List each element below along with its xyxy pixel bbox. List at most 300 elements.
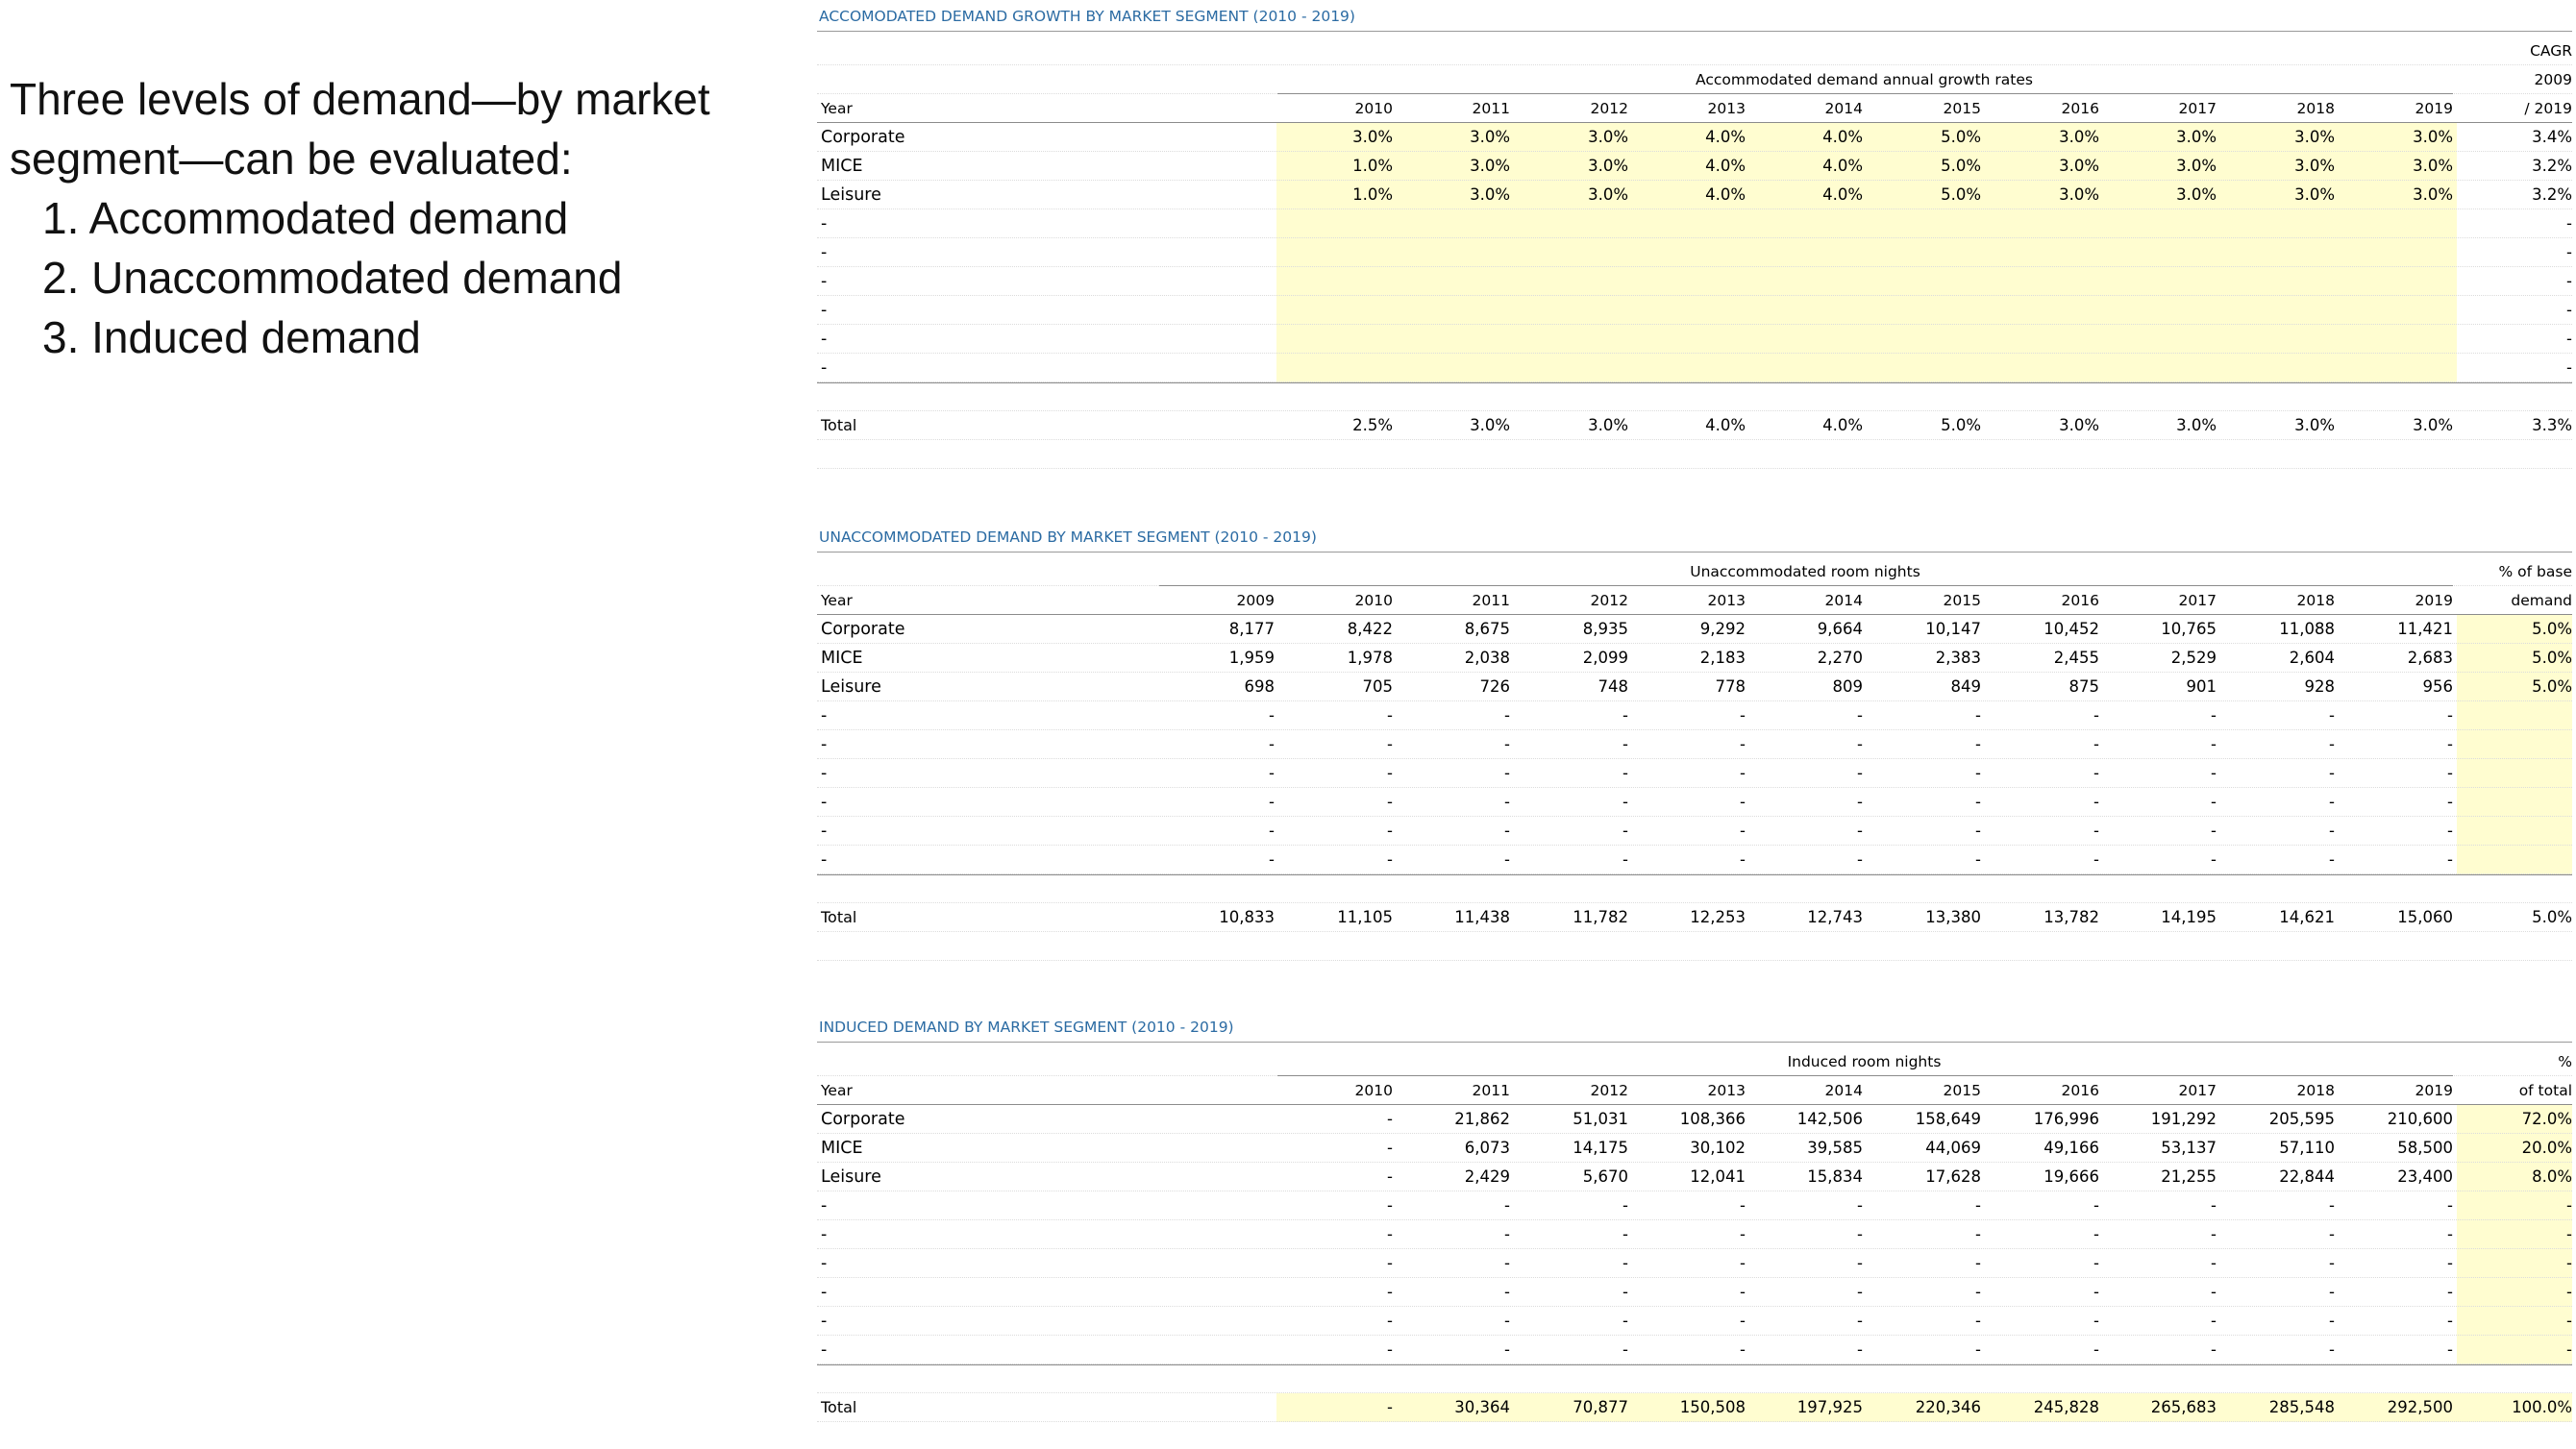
table-cell: 14,175 xyxy=(1573,1139,1628,1157)
table-cell: - xyxy=(2211,1340,2217,1359)
year-column-header: 2018 xyxy=(2296,1082,2335,1099)
table-cell: - xyxy=(1269,764,1275,782)
group-header-label: Unaccommodated room nights xyxy=(1690,563,1920,580)
table-cell: 11,421 xyxy=(2397,620,2453,638)
table-cell: 2,270 xyxy=(1817,649,1863,667)
table-cell: - xyxy=(1740,735,1746,753)
table-bottom-rule xyxy=(817,382,2572,383)
year-label: Year xyxy=(821,100,853,117)
table-cell: 3.0% xyxy=(2413,185,2453,204)
table-cell: 3.0% xyxy=(1470,157,1510,175)
table-cell: - xyxy=(1975,735,1981,753)
table-cell: - xyxy=(1504,735,1510,753)
extra-column-header: of total xyxy=(2518,1082,2572,1099)
row-label: MICE xyxy=(821,649,863,668)
table-cell: - xyxy=(1269,822,1275,840)
table-cell: 875 xyxy=(2068,677,2099,696)
total-label: Total xyxy=(821,908,857,926)
table-cell: - xyxy=(2093,1254,2099,1272)
table-cell: 58,500 xyxy=(2397,1139,2453,1157)
table-cell: - xyxy=(1975,822,1981,840)
extra-column-cell: - xyxy=(2566,1340,2572,1359)
row-label: MICE xyxy=(821,1139,863,1158)
year-column-header: 2011 xyxy=(1472,1082,1510,1099)
table-cell: - xyxy=(1740,1254,1746,1272)
extra-column-cell: 3.4% xyxy=(2532,128,2572,146)
total-cell: 13,380 xyxy=(1925,908,1981,926)
grid-line xyxy=(817,960,2572,961)
extra-column-cell: - xyxy=(2566,1254,2572,1272)
table-cell: - xyxy=(2447,1196,2453,1215)
table-cell: - xyxy=(2447,1254,2453,1272)
total-cell: 15,060 xyxy=(2397,908,2453,926)
table-cell: 5.0% xyxy=(1941,185,1981,204)
table-cell: 3.0% xyxy=(1470,128,1510,146)
extra-column-cell: 5.0% xyxy=(2532,649,2572,667)
table-cell: 726 xyxy=(1479,677,1510,696)
table-cell: 2,529 xyxy=(2170,649,2217,667)
table-cell: - xyxy=(1975,850,1981,869)
row-label: - xyxy=(821,735,828,754)
table-cell: 4.0% xyxy=(1705,128,1746,146)
year-column-header: 2009 xyxy=(1236,592,1275,609)
table-cell: - xyxy=(2093,735,2099,753)
table-cell: - xyxy=(1269,735,1275,753)
table-cell: - xyxy=(2329,793,2335,811)
section-title: ACCOMODATED DEMAND GROWTH BY MARKET SEGMENT (2010 - 2019) xyxy=(819,8,1355,25)
extra-column-cell: - xyxy=(2566,1283,2572,1301)
row-label: - xyxy=(821,272,828,291)
table-cell: - xyxy=(2093,822,2099,840)
table-cell: - xyxy=(1857,793,1863,811)
year-column-header: 2019 xyxy=(2415,592,2453,609)
extra-column-cell: 72.0% xyxy=(2521,1110,2572,1128)
table-cell: 928 xyxy=(2304,677,2335,696)
table-cell: 8,675 xyxy=(1464,620,1510,638)
table-cell: - xyxy=(1387,706,1393,724)
table-cell: 4.0% xyxy=(1822,157,1863,175)
extra-column-cell: - xyxy=(2566,243,2572,261)
table-cell: - xyxy=(1504,1340,1510,1359)
table-cell: - xyxy=(1504,822,1510,840)
grid-line xyxy=(817,353,2572,354)
row-label: - xyxy=(821,764,828,783)
total-cell: 12,253 xyxy=(1690,908,1746,926)
extra-column-header: demand xyxy=(2511,592,2572,609)
year-column-header: 2016 xyxy=(2061,1082,2099,1099)
total-cell: 3.0% xyxy=(2176,416,2217,434)
table-cell: 3.0% xyxy=(2413,128,2453,146)
row-label: - xyxy=(821,1283,828,1302)
table-cell: 8,422 xyxy=(1347,620,1393,638)
table-cell: - xyxy=(2211,850,2217,869)
year-column-header: 2013 xyxy=(1707,592,1746,609)
row-label: - xyxy=(821,1312,828,1331)
total-label: Total xyxy=(821,1398,857,1416)
intro-text xyxy=(10,69,779,367)
table-cell: - xyxy=(2447,822,2453,840)
table-cell: - xyxy=(1740,1340,1746,1359)
table-cell: - xyxy=(1622,1312,1628,1330)
table-cell: 39,585 xyxy=(1807,1139,1863,1157)
extra-column-cell: - xyxy=(2566,214,2572,233)
section-rule xyxy=(817,552,2572,553)
extra-column-header: / 2019 xyxy=(2524,100,2572,117)
total-cell: 30,364 xyxy=(1454,1398,1510,1416)
table-cell: 5.0% xyxy=(1941,157,1981,175)
year-column-header: 2018 xyxy=(2296,592,2335,609)
total-cell: 4.0% xyxy=(1705,416,1746,434)
row-label: - xyxy=(821,793,828,812)
section-title: UNACCOMMODATED DEMAND BY MARKET SEGMENT (2010 - 2019) xyxy=(819,528,1317,546)
demand-level-item: 1. Accommodated demand xyxy=(42,193,569,243)
table-cell: - xyxy=(2329,850,2335,869)
table-cell: - xyxy=(1622,1283,1628,1301)
table-cell: - xyxy=(1622,850,1628,869)
table-cell: 705 xyxy=(1362,677,1393,696)
table-cell: 9,292 xyxy=(1699,620,1746,638)
grid-line xyxy=(817,1421,2572,1422)
table-cell: 3.0% xyxy=(2059,128,2099,146)
section-title: INDUCED DEMAND BY MARKET SEGMENT (2010 - 2019) xyxy=(819,1019,1234,1036)
table-cell: - xyxy=(1857,706,1863,724)
table-cell: - xyxy=(2329,1340,2335,1359)
total-cell: 3.0% xyxy=(2413,416,2453,434)
table-cell: 698 xyxy=(1244,677,1275,696)
table-cell: - xyxy=(2329,1196,2335,1215)
row-label: Corporate xyxy=(821,620,905,639)
table-cell: - xyxy=(1622,822,1628,840)
table-cell: 10,452 xyxy=(2043,620,2099,638)
table-cell: - xyxy=(2447,1283,2453,1301)
table-cell: - xyxy=(1387,1283,1393,1301)
year-column-header: 2012 xyxy=(1590,1082,1628,1099)
extra-column-cell: - xyxy=(2566,330,2572,348)
table-cell: - xyxy=(1857,1254,1863,1272)
table-cell: - xyxy=(1387,1340,1393,1359)
table-cell: - xyxy=(1975,1225,1981,1243)
table-cell: - xyxy=(2447,793,2453,811)
year-column-header: 2019 xyxy=(2415,100,2453,117)
table-cell: 22,844 xyxy=(2279,1167,2335,1186)
table-cell: 4.0% xyxy=(1705,185,1746,204)
demand-level-item: 2. Unaccommodated demand xyxy=(42,253,623,303)
table-cell: 3.0% xyxy=(2294,185,2335,204)
table-cell: 1.0% xyxy=(1352,185,1393,204)
grid-line xyxy=(817,439,2572,440)
table-cell: - xyxy=(2447,764,2453,782)
total-extra-cell: 5.0% xyxy=(2532,908,2572,926)
table-cell: 2,383 xyxy=(1935,649,1981,667)
table-cell: - xyxy=(1622,706,1628,724)
section-rule xyxy=(817,31,2572,32)
table-cell: 1,978 xyxy=(1347,649,1393,667)
table-cell: 176,996 xyxy=(2033,1110,2099,1128)
table-bottom-rule xyxy=(817,1364,2572,1365)
table-cell: 5,670 xyxy=(1582,1167,1628,1186)
table-cell: - xyxy=(1504,706,1510,724)
table-cell: - xyxy=(2329,1254,2335,1272)
demand-level-item: 3. Induced demand xyxy=(42,312,421,362)
year-column-header: 2011 xyxy=(1472,592,1510,609)
table-cell: 8,935 xyxy=(1582,620,1628,638)
table-cell: - xyxy=(1622,793,1628,811)
table-cell: 748 xyxy=(1598,677,1628,696)
total-cell: 10,833 xyxy=(1219,908,1275,926)
table-cell: - xyxy=(2211,1196,2217,1215)
total-cell: 2.5% xyxy=(1352,416,1393,434)
total-cell: 150,508 xyxy=(1679,1398,1746,1416)
year-column-header: 2015 xyxy=(1943,592,1981,609)
total-cell: 11,105 xyxy=(1337,908,1393,926)
year-column-header: 2014 xyxy=(1824,100,1863,117)
row-label: - xyxy=(821,214,828,233)
table-cell: - xyxy=(2211,822,2217,840)
table-cell: - xyxy=(1857,764,1863,782)
table-cell: - xyxy=(1387,1312,1393,1330)
table-cell: - xyxy=(1504,850,1510,869)
extra-column-cell: - xyxy=(2566,301,2572,319)
table-cell: - xyxy=(1504,1312,1510,1330)
intro-heading-line-1: Three levels of demand—by market xyxy=(10,74,710,124)
table-cell: 2,183 xyxy=(1699,649,1746,667)
table-cell: 6,073 xyxy=(1464,1139,1510,1157)
table-cell: - xyxy=(1387,1196,1393,1215)
row-label: - xyxy=(821,850,828,870)
table-cell: - xyxy=(2211,1283,2217,1301)
table-cell: - xyxy=(1504,764,1510,782)
table-cell: - xyxy=(1740,793,1746,811)
table-cell: 210,600 xyxy=(2387,1110,2453,1128)
table-cell: - xyxy=(1622,764,1628,782)
table-cell: 2,038 xyxy=(1464,649,1510,667)
table-cell: - xyxy=(1269,850,1275,869)
table-cell: - xyxy=(1740,1225,1746,1243)
extra-column-header: CAGR xyxy=(2530,42,2572,60)
grid-line xyxy=(817,237,2572,238)
year-label: Year xyxy=(821,1082,853,1099)
table-cell: - xyxy=(2093,1225,2099,1243)
group-header-label: Induced room nights xyxy=(1787,1053,1942,1070)
table-cell: - xyxy=(2447,1312,2453,1330)
total-cell: 70,877 xyxy=(1573,1398,1628,1416)
total-cell: 265,683 xyxy=(2150,1398,2217,1416)
table-cell: - xyxy=(1504,1254,1510,1272)
table-cell: 3.0% xyxy=(1588,128,1628,146)
year-column-header: 2016 xyxy=(2061,100,2099,117)
table-cell: 10,765 xyxy=(2161,620,2217,638)
table-cell: 15,834 xyxy=(1807,1167,1863,1186)
table-cell: - xyxy=(1387,850,1393,869)
table-cell: - xyxy=(1857,1340,1863,1359)
row-label: - xyxy=(821,358,828,378)
year-column-header: 2017 xyxy=(2178,1082,2217,1099)
table-cell: 8,177 xyxy=(1228,620,1275,638)
extra-column-header: % xyxy=(2558,1053,2572,1070)
table-cell: 3.0% xyxy=(1588,185,1628,204)
table-cell: - xyxy=(1975,1312,1981,1330)
row-label: - xyxy=(821,1254,828,1273)
table-cell: - xyxy=(2329,764,2335,782)
row-label: - xyxy=(821,1196,828,1216)
year-column-header: 2017 xyxy=(2178,592,2217,609)
table-cell: - xyxy=(2447,1225,2453,1243)
row-label: - xyxy=(821,243,828,262)
extra-column-cell: - xyxy=(2566,1196,2572,1215)
year-column-header: 2013 xyxy=(1707,1082,1746,1099)
table-cell: - xyxy=(1387,1167,1393,1186)
table-cell: - xyxy=(1857,822,1863,840)
table-cell: 849 xyxy=(1950,677,1981,696)
table-cell: 1,959 xyxy=(1228,649,1275,667)
row-label: Corporate xyxy=(821,1110,905,1129)
table-cell: - xyxy=(2329,1225,2335,1243)
table-cell: 5.0% xyxy=(1941,128,1981,146)
year-column-header: 2016 xyxy=(2061,592,2099,609)
table-cell: 51,031 xyxy=(1573,1110,1628,1128)
total-cell: 197,925 xyxy=(1796,1398,1863,1416)
table-cell: - xyxy=(1387,1254,1393,1272)
total-cell: 3.0% xyxy=(2059,416,2099,434)
total-cell: 11,438 xyxy=(1454,908,1510,926)
total-cell: 292,500 xyxy=(2387,1398,2453,1416)
table-cell: 3.0% xyxy=(1470,185,1510,204)
total-cell: 4.0% xyxy=(1822,416,1863,434)
table-cell: 57,110 xyxy=(2279,1139,2335,1157)
table-cell: - xyxy=(2211,735,2217,753)
extra-column-header: 2009 xyxy=(2534,71,2572,88)
row-label: - xyxy=(821,1340,828,1360)
total-cell: 3.0% xyxy=(1588,416,1628,434)
total-extra-cell: 3.3% xyxy=(2532,416,2572,434)
table-cell: 901 xyxy=(2186,677,2217,696)
table-cell: - xyxy=(1740,1312,1746,1330)
table-cell: 956 xyxy=(2422,677,2453,696)
table-cell: - xyxy=(1975,1254,1981,1272)
year-column-header: 2010 xyxy=(1354,1082,1393,1099)
table-cell: 3.0% xyxy=(2059,157,2099,175)
table-cell: 1.0% xyxy=(1352,157,1393,175)
table-cell: - xyxy=(1975,764,1981,782)
table-cell: - xyxy=(2093,1340,2099,1359)
table-cell: - xyxy=(1740,706,1746,724)
table-cell: - xyxy=(1975,793,1981,811)
year-column-header: 2015 xyxy=(1943,100,1981,117)
section-rule xyxy=(817,1042,2572,1043)
table-cell: - xyxy=(1387,1110,1393,1128)
table-cell: 11,088 xyxy=(2279,620,2335,638)
grid-line xyxy=(817,295,2572,296)
total-cell: 5.0% xyxy=(1941,416,1981,434)
table-cell: - xyxy=(1269,706,1275,724)
table-cell: - xyxy=(2329,706,2335,724)
row-label: Corporate xyxy=(821,128,905,147)
year-column-header: 2014 xyxy=(1824,592,1863,609)
extra-column-cell: 3.2% xyxy=(2532,185,2572,204)
table-cell: - xyxy=(1975,1196,1981,1215)
row-label: - xyxy=(821,1225,828,1244)
table-cell: - xyxy=(1740,1283,1746,1301)
group-header-label: Accommodated demand annual growth rates xyxy=(1696,71,2033,88)
table-cell: - xyxy=(1975,1283,1981,1301)
extra-column-header: % of base xyxy=(2498,563,2572,580)
extra-column-cell: - xyxy=(2566,1312,2572,1330)
table-cell: 4.0% xyxy=(1705,157,1746,175)
spreadsheet xyxy=(817,0,2576,1449)
grid-line xyxy=(817,324,2572,325)
total-cell: 245,828 xyxy=(2033,1398,2099,1416)
table-cell: 3.0% xyxy=(2176,128,2217,146)
table-cell: 12,041 xyxy=(1690,1167,1746,1186)
year-column-header: 2012 xyxy=(1590,592,1628,609)
year-column-header: 2013 xyxy=(1707,100,1746,117)
table-cell: - xyxy=(2093,1312,2099,1330)
table-cell: 3.0% xyxy=(1352,128,1393,146)
table-cell: - xyxy=(1504,1283,1510,1301)
table-cell: - xyxy=(2211,1254,2217,1272)
table-cell: - xyxy=(1975,1340,1981,1359)
year-label: Year xyxy=(821,592,853,609)
table-cell: 3.0% xyxy=(2059,185,2099,204)
year-column-header: 2010 xyxy=(1354,100,1393,117)
total-cell: 220,346 xyxy=(1915,1398,1981,1416)
extra-column-cell: 20.0% xyxy=(2521,1139,2572,1157)
table-cell: - xyxy=(1504,1225,1510,1243)
row-label: Leisure xyxy=(821,677,881,697)
table-cell: - xyxy=(1622,1196,1628,1215)
total-cell: - xyxy=(1387,1398,1393,1416)
table-cell: - xyxy=(1740,764,1746,782)
table-cell: 142,506 xyxy=(1796,1110,1863,1128)
table-cell: - xyxy=(2447,1340,2453,1359)
year-column-header: 2010 xyxy=(1354,592,1393,609)
table-cell: - xyxy=(2093,1283,2099,1301)
total-cell: 3.0% xyxy=(1470,416,1510,434)
table-cell: 3.0% xyxy=(2294,157,2335,175)
table-cell: - xyxy=(2211,793,2217,811)
table-cell: - xyxy=(1387,1225,1393,1243)
grid-line xyxy=(817,468,2572,469)
total-cell: 11,782 xyxy=(1573,908,1628,926)
grid-line xyxy=(817,931,2572,932)
row-label: - xyxy=(821,822,828,841)
total-cell: 14,621 xyxy=(2279,908,2335,926)
row-label: - xyxy=(821,330,828,349)
table-cell: - xyxy=(1504,1196,1510,1215)
table-cell: - xyxy=(2211,1312,2217,1330)
table-cell: 17,628 xyxy=(1925,1167,1981,1186)
table-cell: - xyxy=(1622,1254,1628,1272)
table-cell: 3.0% xyxy=(2294,128,2335,146)
table-cell: - xyxy=(1387,822,1393,840)
table-cell: 44,069 xyxy=(1925,1139,1981,1157)
table-cell: 30,102 xyxy=(1690,1139,1746,1157)
table-cell: - xyxy=(1857,1225,1863,1243)
table-cell: 53,137 xyxy=(2161,1139,2217,1157)
table-cell: 23,400 xyxy=(2397,1167,2453,1186)
extra-column-cell: 5.0% xyxy=(2532,677,2572,696)
table-cell: - xyxy=(2329,735,2335,753)
table-cell: 4.0% xyxy=(1822,128,1863,146)
extra-column-cell: 8.0% xyxy=(2532,1167,2572,1186)
total-cell: 3.0% xyxy=(2294,416,2335,434)
table-cell: - xyxy=(1269,793,1275,811)
table-cell: - xyxy=(1387,1139,1393,1157)
extra-column-cell: 3.2% xyxy=(2532,157,2572,175)
total-cell: 285,548 xyxy=(2268,1398,2335,1416)
table-cell: - xyxy=(1504,793,1510,811)
row-label: MICE xyxy=(821,157,863,176)
